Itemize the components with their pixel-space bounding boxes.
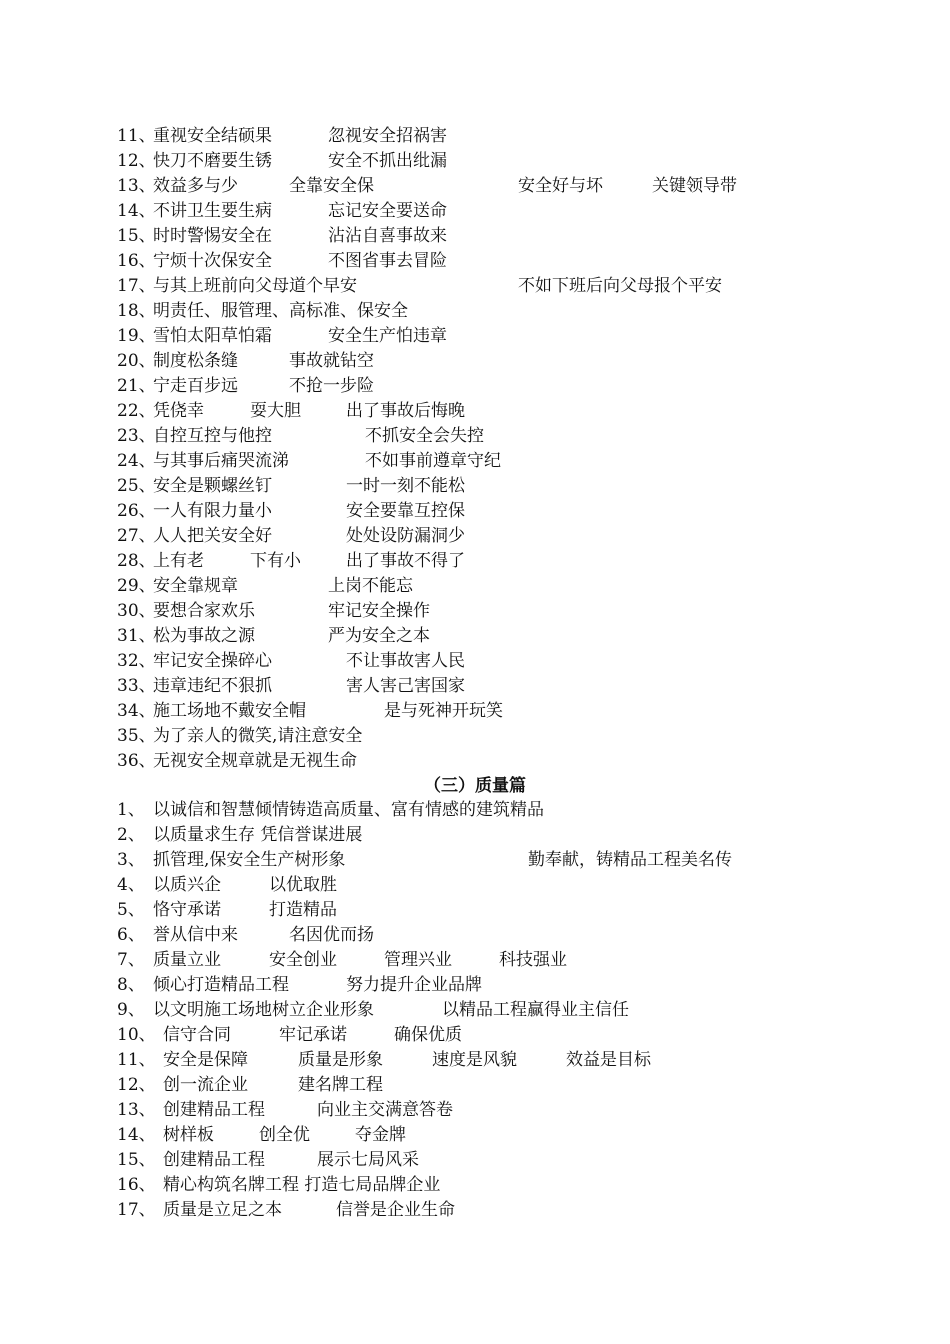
item-text: 凭侥幸	[153, 401, 204, 421]
item-number: 2、	[117, 825, 145, 845]
item-number: 3、	[117, 850, 145, 870]
item-text: 抓管理,保安全生产树形象	[153, 850, 346, 870]
item-text: 处处设防漏洞少	[346, 526, 465, 546]
item-text: 夺金牌	[355, 1125, 406, 1145]
item-text: 不图省事去冒险	[328, 251, 447, 271]
item-text: 全靠安全保	[289, 176, 374, 196]
item-text: 勤奉献，铸精品工程美名传	[528, 850, 732, 870]
item-number: 32、	[117, 651, 156, 671]
item-text: 快刀不磨要生锈	[153, 151, 272, 171]
item-text: 明责任、服管理、高标准、保安全	[153, 301, 408, 321]
item-text: 宁走百步远	[153, 376, 238, 396]
item-text: 打造精品	[269, 900, 337, 920]
item-number: 21、	[117, 376, 156, 396]
item-number: 28、	[117, 551, 156, 571]
item-number: 17、	[117, 1200, 156, 1220]
item-number: 12、	[117, 1075, 156, 1095]
item-number: 4、	[117, 875, 145, 895]
item-text: 展示七局风采	[317, 1150, 419, 1170]
item-text: 速度是风貌	[432, 1050, 517, 1070]
item-number: 13、	[117, 176, 156, 196]
item-number: 31、	[117, 626, 156, 646]
item-text: 安全不抓出纰漏	[328, 151, 447, 171]
item-number: 33、	[117, 676, 156, 696]
item-text: 要想合家欢乐	[153, 601, 255, 621]
item-text: 建名牌工程	[298, 1075, 383, 1095]
item-number: 16、	[117, 1175, 156, 1195]
item-number: 16、	[117, 251, 156, 271]
item-number: 34、	[117, 701, 156, 721]
item-number: 23、	[117, 426, 156, 446]
item-text: 安全生产怕违章	[328, 326, 447, 346]
item-text: 宁烦十次保安全	[153, 251, 272, 271]
item-text: 耍大胆	[250, 401, 301, 421]
item-text: 关键领导带	[652, 176, 737, 196]
item-text: 制度松条缝	[153, 351, 238, 371]
item-text: 以精品工程赢得业主信任	[442, 1000, 629, 1020]
item-text: 质量是形象	[298, 1050, 383, 1070]
item-number: 8、	[117, 975, 145, 995]
item-text: 下有小	[250, 551, 301, 571]
item-text: 质量是立足之本	[163, 1200, 282, 1220]
item-text: 质量立业	[153, 950, 221, 970]
item-number: 6、	[117, 925, 145, 945]
item-text: 施工场地不戴安全帽	[153, 701, 306, 721]
item-text: 科技强业	[499, 950, 567, 970]
item-text: 确保优质	[394, 1025, 462, 1045]
item-text: 安全好与坏	[518, 176, 603, 196]
item-text: 事故就钻空	[289, 351, 374, 371]
item-text: 一人有限力量小	[153, 501, 272, 521]
item-text: 效益是目标	[566, 1050, 651, 1070]
item-number: 11、	[117, 126, 156, 146]
item-text: 是与死神开玩笑	[384, 701, 503, 721]
item-text: 为了亲人的微笑,请注意安全	[153, 726, 363, 746]
item-text: 以诚信和智慧倾情铸造高质量、富有情感的建筑精品	[153, 800, 544, 820]
item-text: 不抓安全会失控	[365, 426, 484, 446]
item-text: 安全靠规章	[153, 576, 238, 596]
item-text: 严为安全之本	[328, 626, 430, 646]
item-text: 不讲卫生要生病	[153, 201, 272, 221]
item-number: 5、	[117, 900, 145, 920]
item-text: 安全要靠互控保	[346, 501, 465, 521]
item-number: 10、	[117, 1025, 156, 1045]
item-text: 时时警惕安全在	[153, 226, 272, 246]
item-number: 30、	[117, 601, 156, 621]
item-text: 出了事故不得了	[346, 551, 465, 571]
item-text: 无视安全规章就是无视生命	[153, 751, 357, 771]
item-text: 精心构筑名牌工程 打造七局品牌企业	[163, 1175, 441, 1195]
item-number: 15、	[117, 226, 156, 246]
item-text: 出了事故后悔晚	[346, 401, 465, 421]
item-text: 誉从信中来	[153, 925, 238, 945]
item-text: 信守合同	[163, 1025, 231, 1045]
item-number: 26、	[117, 501, 156, 521]
item-text: 牢记安全操碎心	[153, 651, 272, 671]
item-text: 人人把关安全好	[153, 526, 272, 546]
item-number: 14、	[117, 1125, 156, 1145]
item-text: 以优取胜	[269, 875, 337, 895]
item-number: 9、	[117, 1000, 145, 1020]
item-text: 安全创业	[269, 950, 337, 970]
item-number: 25、	[117, 476, 156, 496]
item-text: 安全是颗螺丝钉	[153, 476, 272, 496]
item-text: 忘记安全要送命	[328, 201, 447, 221]
item-text: 效益多与少	[153, 176, 238, 196]
item-text: 以质兴企	[153, 875, 221, 895]
item-text: 沾沾自喜事故来	[328, 226, 447, 246]
item-number: 7、	[117, 950, 145, 970]
item-number: 29、	[117, 576, 156, 596]
item-text: 牢记承诺	[279, 1025, 347, 1045]
item-text: 与其上班前向父母道个早安	[153, 276, 357, 296]
item-text: 牢记安全操作	[328, 601, 430, 621]
item-text: 向业主交满意答卷	[317, 1100, 453, 1120]
item-number: 18、	[117, 301, 156, 321]
item-text: 与其事后痛哭流涕	[153, 451, 289, 471]
item-number: 24、	[117, 451, 156, 471]
item-text: 违章违纪不狠抓	[153, 676, 272, 696]
item-text: 树样板	[163, 1125, 214, 1145]
item-text: 忽视安全招祸害	[328, 126, 447, 146]
item-text: 安全是保障	[163, 1050, 248, 1070]
item-number: 14、	[117, 201, 156, 221]
item-text: 不让事故害人民	[346, 651, 465, 671]
item-text: 不如事前遵章守纪	[365, 451, 501, 471]
item-text: 上有老	[153, 551, 204, 571]
item-text: 一时一刻不能松	[346, 476, 465, 496]
item-text: 雪怕太阳草怕霜	[153, 326, 272, 346]
item-number: 17、	[117, 276, 156, 296]
item-text: 恪守承诺	[153, 900, 221, 920]
item-text: 害人害己害国家	[346, 676, 465, 696]
item-text: 创建精品工程	[163, 1100, 265, 1120]
item-text: 自控互控与他控	[153, 426, 272, 446]
item-number: 13、	[117, 1100, 156, 1120]
item-text: 管理兴业	[384, 950, 452, 970]
item-text: 重视安全结硕果	[153, 126, 272, 146]
item-number: 27、	[117, 526, 156, 546]
item-text: 松为事故之源	[153, 626, 255, 646]
item-number: 15、	[117, 1150, 156, 1170]
item-text: 倾心打造精品工程	[153, 975, 289, 995]
item-number: 22、	[117, 401, 156, 421]
item-text: 名因优而扬	[289, 925, 374, 945]
item-text: 创全优	[259, 1125, 310, 1145]
item-text: 信誉是企业生命	[336, 1200, 455, 1220]
section-heading: （三）质量篇	[424, 776, 526, 796]
item-number: 20、	[117, 351, 156, 371]
item-number: 35、	[117, 726, 156, 746]
item-text: 不如下班后向父母报个平安	[518, 276, 722, 296]
item-text: 上岗不能忘	[328, 576, 413, 596]
item-text: 以质量求生存 凭信誉谋进展	[153, 825, 363, 845]
item-number: 11、	[117, 1050, 156, 1070]
item-number: 1、	[117, 800, 145, 820]
item-number: 12、	[117, 151, 156, 171]
item-text: 努力提升企业品牌	[346, 975, 482, 995]
item-number: 36、	[117, 751, 156, 771]
item-text: 创一流企业	[163, 1075, 248, 1095]
item-text: 创建精品工程	[163, 1150, 265, 1170]
item-number: 19、	[117, 326, 156, 346]
item-text: 以文明施工场地树立企业形象	[153, 1000, 374, 1020]
item-text: 不抢一步险	[289, 376, 374, 396]
